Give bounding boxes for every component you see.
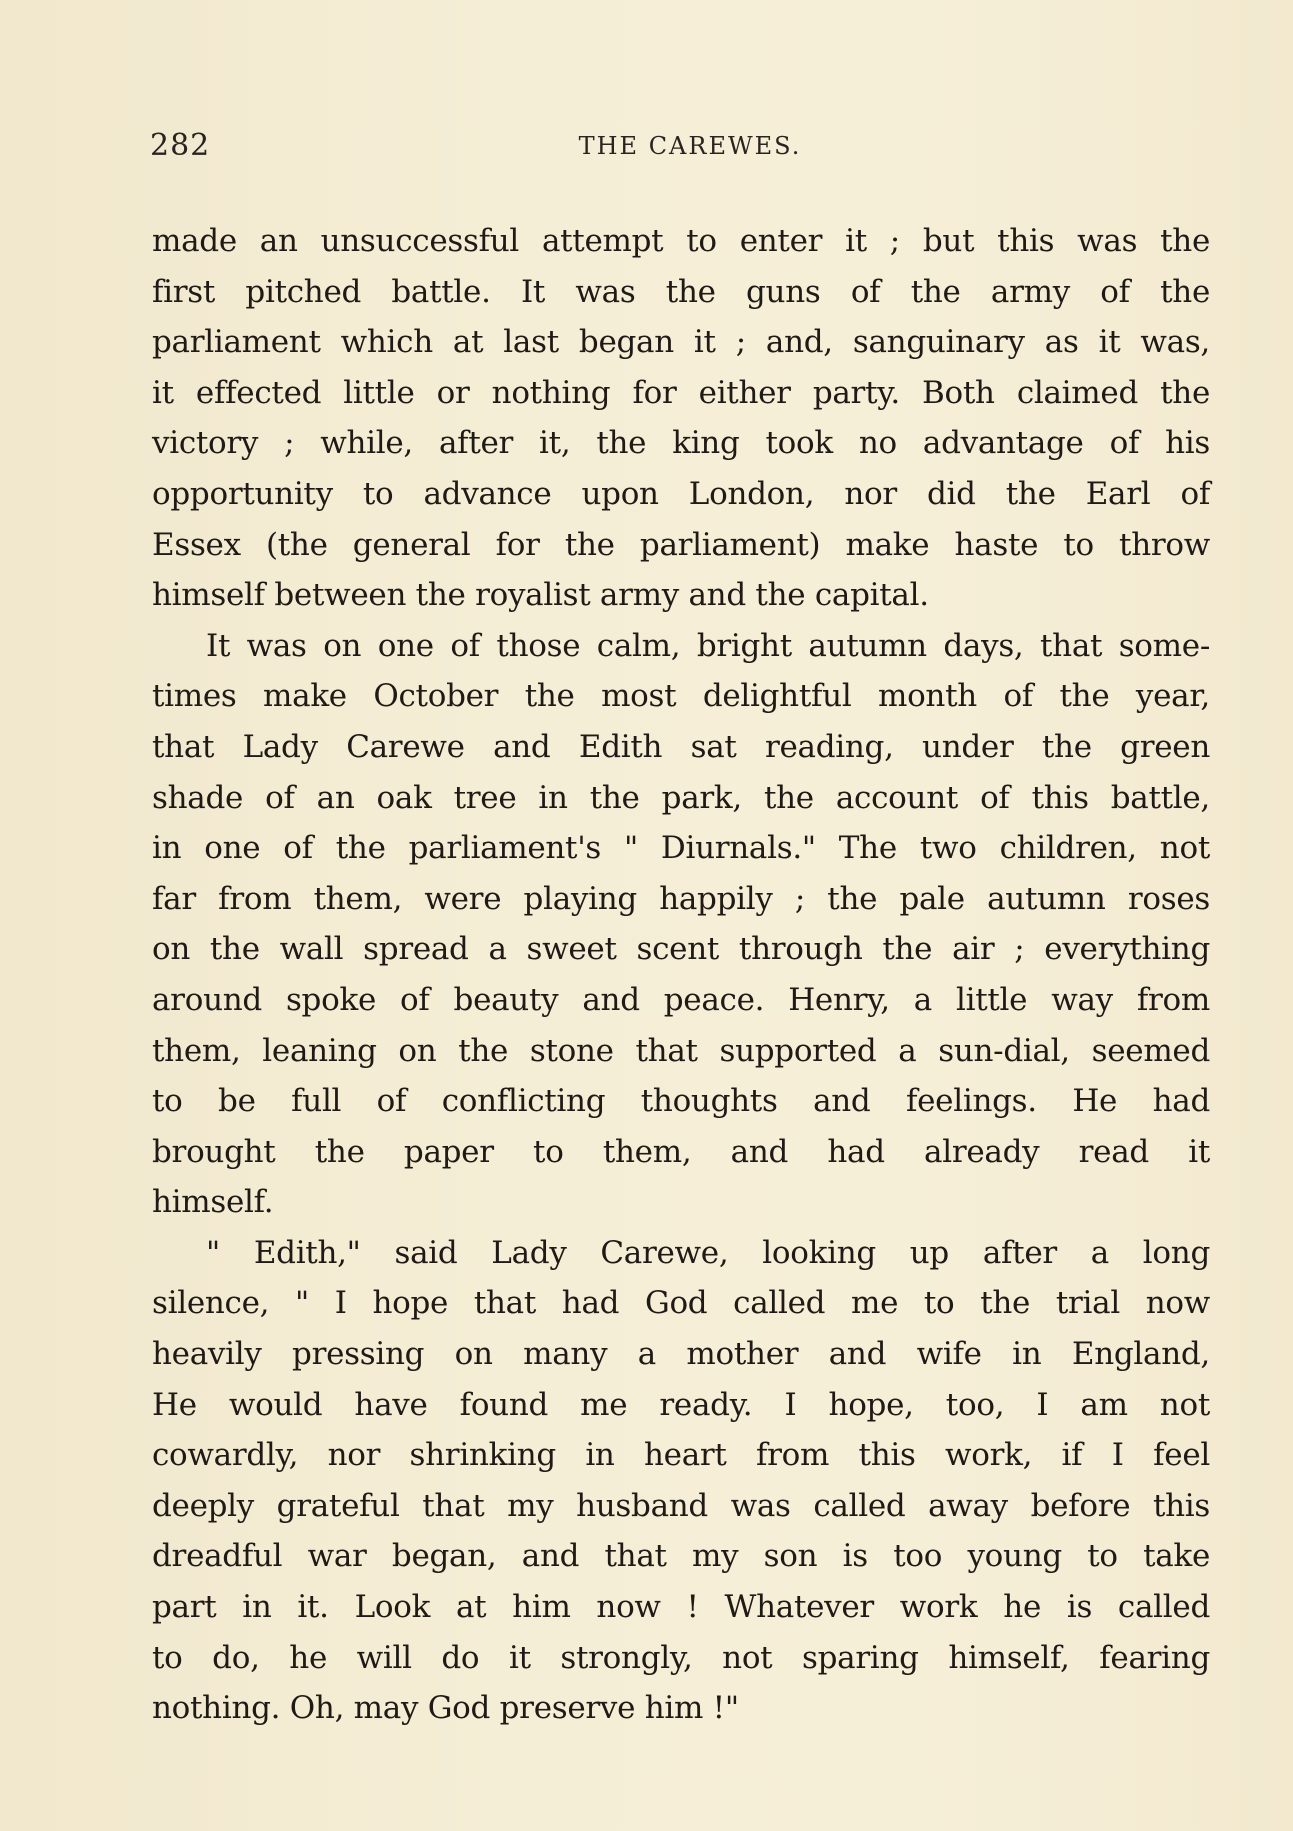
running-title: THE CAREWES.: [578, 132, 802, 160]
text-line: to be full of conflicting thoughts and feelings. He had: [152, 1083, 1210, 1120]
text-line: victory ; while, after it, the king took no advantage of his: [152, 425, 1210, 462]
text-line: himself between the royalist army and the capital.: [152, 577, 929, 614]
text-line: shade of an oak tree in the park, the account of this battle,: [152, 779, 1210, 816]
text-line: heavily pressing on many a mother and wife in England,: [152, 1336, 1210, 1373]
text-line: first pitched battle. It was the guns of the army of the: [152, 273, 1210, 310]
text-line: made an unsuccessful attempt to enter it ; but this was the: [152, 223, 1210, 259]
text-line: around spoke of beauty and peace. Henry, a little way from: [152, 981, 1210, 1018]
text-line: dreadful war began, and that my son is too young to take: [152, 1538, 1210, 1575]
text-line: it effected little or nothing for either party. Both claimed the: [152, 374, 1210, 411]
text-line: times make October the most delightful month of the year,: [152, 678, 1210, 715]
text-line: cowardly, nor shrinking in heart from this work, if I feel: [152, 1437, 1210, 1474]
text-line: in one of the parliament's " Diurnals." The two children, not: [152, 830, 1210, 867]
text-line: on the wall spread a sweet scent through the air ; everything: [152, 931, 1210, 968]
text-line: Essex (the general for the parliament) make haste to throw: [152, 526, 1210, 563]
page-number: 282: [150, 128, 211, 163]
text-line: brought the paper to them, and had already read it: [152, 1133, 1210, 1170]
text-line: deeply grateful that my husband was called away before this: [152, 1487, 1210, 1524]
body-text: [152, 216, 1210, 1734]
running-head: [150, 128, 1210, 168]
text-line: that Lady Carewe and Edith sat reading, under the green: [152, 728, 1210, 765]
text-line: far from them, were playing happily ; the pale autumn roses: [152, 880, 1210, 917]
text-line: " Edith," said Lady Carewe, looking up after a long: [206, 1234, 1210, 1271]
text-line: nothing. Oh, may God preserve him !": [152, 1690, 739, 1727]
text-line: part in it. Look at him now ! Whatever work he is called: [152, 1589, 1210, 1626]
text-line: himself.: [152, 1184, 274, 1221]
text-line: opportunity to advance upon London, nor did the Earl of: [152, 475, 1210, 512]
text-line: them, leaning on the stone that supported a sun-dial, seemed: [152, 1032, 1210, 1069]
text-line: silence, " I hope that had God called me to the trial now: [152, 1285, 1210, 1322]
text-line: parliament which at last began it ; and, sanguinary as it was,: [152, 324, 1210, 361]
text-line: It was on one of those calm, bright autumn days, that some-: [206, 627, 1210, 664]
text-line: to do, he will do it strongly, not sparing himself, fearing: [152, 1639, 1210, 1676]
text-line: He would have found me ready. I hope, too, I am not: [152, 1386, 1210, 1423]
